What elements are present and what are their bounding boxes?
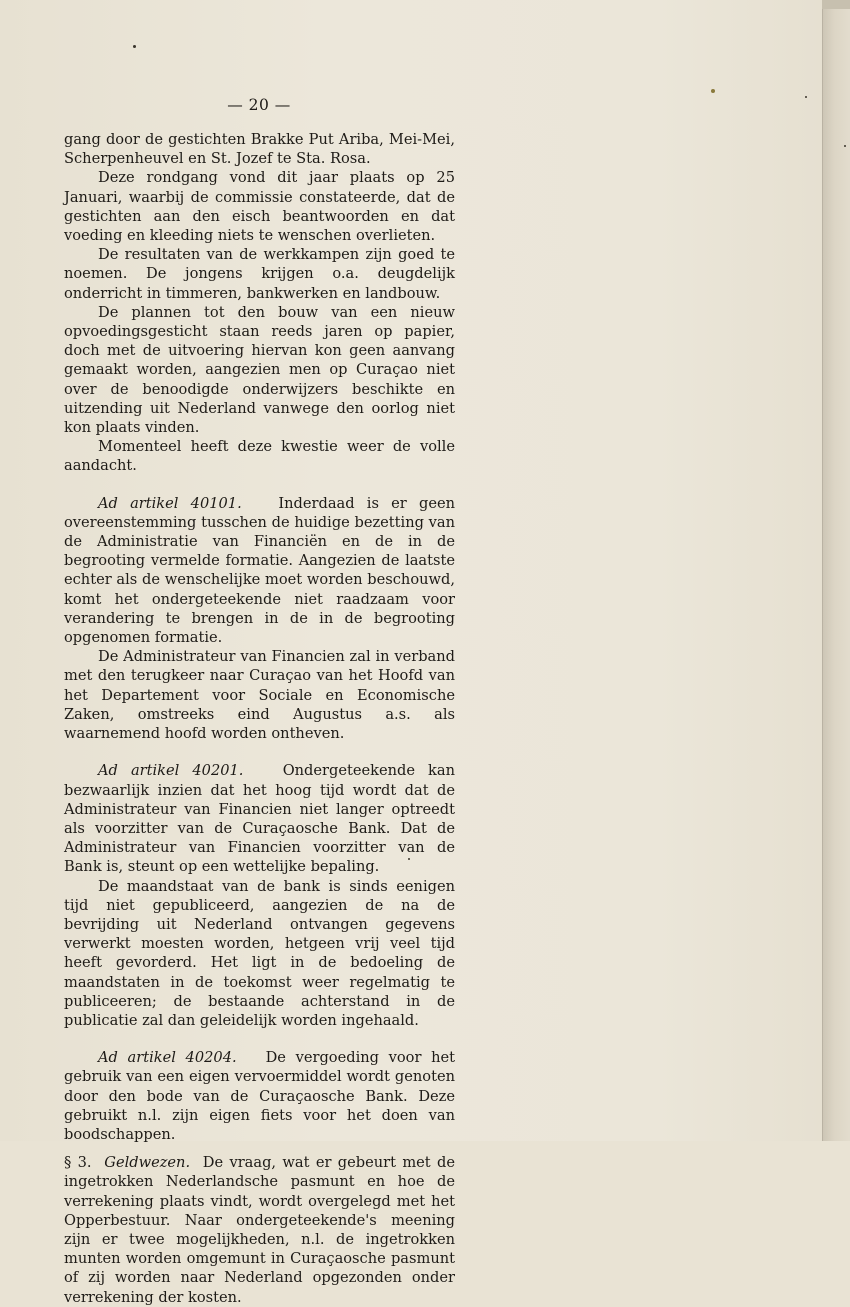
article-heading: Ad artikel 40101. bbox=[98, 494, 242, 512]
paragraph-section: § 3. Geldwezen. De vraag, wat er gebeurt met de ingetrokken Nederlandsche pasmunt en hoe de verrekening plaats vindt, wordt overgelegd met het Opperbestuur. Naar ondergeteekende's meening zijn er twee mogelijkheden, n.l. de ingetrokken munten worden omgemunt in Curaçaosche pasmunt of zij worden naar Nederland opgezonden onder verrekening der kosten. bbox=[64, 1154, 455, 1306]
paragraph: gang door de gestichten Brakke Put Ariba, Mei-Mei, Scherpenheuvel en St. Jozef te Sta. Rosa. bbox=[64, 131, 455, 168]
paragraph-article: Ad artikel 40101. Inderdaad is er geen overeenstemming tusschen de huidige bezetting van de Administratie van Financiën en de in de begrooting vermelde formatie. Aangezien de laatste echter als de wenschelijke moet worden beschouwd, komt het ondergeteekende niet raadzaam voor verandering te brengen in de in de begrooting opgenomen formatie. bbox=[64, 494, 455, 647]
paragraph: De Administrateur van Financien zal in verband met den terugkeer naar Curaçao van het Hoofd van het Departement voor Sociale en Economische Zaken, omstreeks eind Augustus a.s. als waarnemend hoofd worden ontheven. bbox=[64, 648, 455, 743]
speck-mark bbox=[133, 45, 136, 48]
speck-mark bbox=[805, 96, 807, 98]
section-heading: Geldwezen. bbox=[104, 1154, 191, 1172]
page-edge-top bbox=[822, 0, 850, 9]
paragraph-article: Ad artikel 40204. De vergoeding voor het gebruik van een eigen vervoermiddel wordt genoten door den bode van de Curaçaosche Bank. Deze gebruikt n.l. zijn eigen fiets voor het doen van boodschappen. bbox=[64, 1049, 455, 1143]
paragraph-article: Ad artikel 40201. Ondergeteekende kan bezwaarlijk inzien dat het hoog tijd wordt dat de Administrateur van Financien niet langer optreedt als voorzitter van de Curaçaosche Bank. Dat de Administrateur van Financien voorzitter van de Bank is, steunt op een wettelijke bepaling. bbox=[64, 762, 455, 876]
speck-mark bbox=[711, 89, 715, 93]
article-heading: Ad artikel 40201. bbox=[98, 762, 244, 780]
page-edge bbox=[822, 0, 850, 1141]
paragraph: Momenteel heeft deze kwestie weer de volle aandacht. bbox=[64, 438, 455, 475]
paragraph: De plannen tot den bouw van een nieuw opvoedingsgesticht staan reeds jaren op papier, doch met de uitvoering hiervan kon geen aanvang gemaakt worden, aangezien men op Curaçao niet over de benoodigde onderwijzers beschikte en uitzending uit Nederland vanwege den oorlog niet kon plaats vinden. bbox=[64, 303, 455, 437]
page-number: — 20 — bbox=[227, 96, 291, 114]
paragraph: Deze rondgang vond dit jaar plaats op 25 Januari, waarbij de commissie constateerde, dat de gestichten aan den eisch beantwoorden en dat voeding en kleeding niets te wenschen overlieten. bbox=[64, 169, 455, 245]
paragraph: De resultaten van de werkkampen zijn goed te noemen. De jongens krijgen o.a. deugdelijk onderricht in timmeren, bankwerken en landbouw. bbox=[64, 246, 455, 302]
body-text bbox=[64, 130, 455, 1307]
paragraph: De maandstaat van de bank is sinds eenigen tijd niet gepubliceerd, aangezien de na de bevrijding uit Nederland ontvangen gegevens verwerkt moesten worden, hetgeen vrij veel tijd heeft gevorderd. Het ligt in de bedoeling de maandstaten in de toekomst weer regelmatig te publiceeren; de bestaande achterstand in de publicatie zal dan geleidelijk worden ingehaald. bbox=[64, 877, 455, 1029]
section-number: § 3. bbox=[64, 1154, 92, 1172]
article-heading: Ad artikel 40204. bbox=[98, 1049, 237, 1067]
speck-mark bbox=[844, 145, 846, 147]
